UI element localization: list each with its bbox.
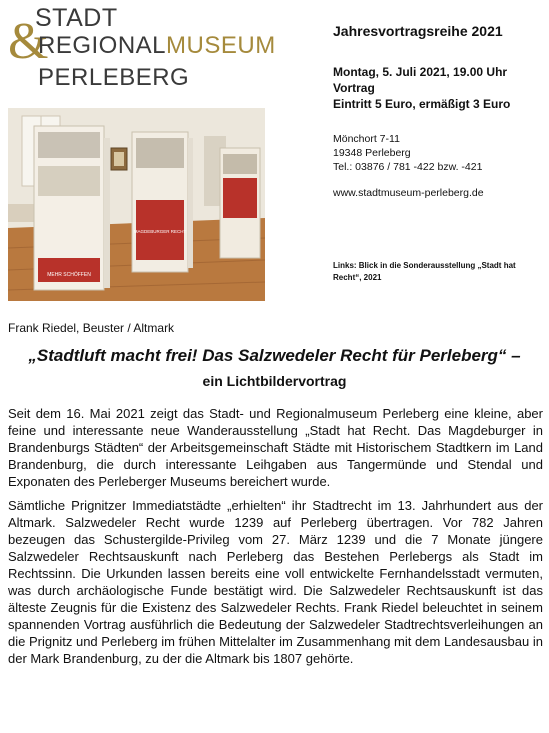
phone-number: Tel.: 03876 / 781 -422 bzw. -421 bbox=[333, 161, 483, 173]
logo-regional: REGIONAL bbox=[38, 32, 167, 59]
event-date: Montag, 5. Juli 2021, 19.00 Uhr bbox=[333, 65, 508, 79]
exhibition-photo-illustration bbox=[8, 108, 265, 301]
svg-text:MAGDEBURGER RECHT: MAGDEBURGER RECHT bbox=[133, 229, 187, 234]
address-street: Mönchort 7-11 bbox=[333, 133, 400, 145]
event-details bbox=[333, 64, 510, 112]
logo-line-regionalmuseum bbox=[38, 32, 276, 60]
museum-logo bbox=[8, 2, 308, 98]
exhibition-photo bbox=[8, 108, 265, 301]
exhibition-banner-center bbox=[132, 132, 188, 272]
svg-text:MEHR SCHÖFFEN: MEHR SCHÖFFEN bbox=[47, 272, 91, 278]
museum-address bbox=[333, 132, 482, 174]
exhibition-banner-right bbox=[220, 148, 260, 258]
exhibition-banner-left bbox=[34, 126, 104, 290]
event-admission: Eintritt 5 Euro, ermäßigt 3 Euro bbox=[333, 97, 511, 111]
address-city: 19348 Perleberg bbox=[333, 147, 411, 159]
photo-caption: Links: Blick in die Sonderausstellung „Stadt hat Recht“, 2021 bbox=[333, 261, 516, 282]
paragraph: Seit dem 16. Mai 2021 zeigt das Stadt- und Regionalmuseum Perleberg eine kleine, aber feine und interessante neue Wanderausstellung „Stadt hat Recht. Das Magdeburger in Brandenburgs Städten“ der Arbeitsgemeinschaft Städte mit Historischem Stadtkern im Land Brandenburg, die durch interessante Leihgaben aus Tangermünde und Stendal und Exponaten des Perleberger Museums bereichert wurde. bbox=[8, 406, 543, 489]
event-type: Vortrag bbox=[333, 81, 375, 95]
logo-museum: MUSEUM bbox=[166, 32, 276, 59]
website-link[interactable]: www.stadtmuseum-perleberg.de bbox=[333, 187, 484, 199]
series-title: Jahresvortragsreihe 2021 bbox=[333, 23, 503, 39]
event-info bbox=[333, 22, 543, 282]
logo-line-perleberg: PERLEBERG bbox=[38, 64, 190, 91]
paragraph: Sämtliche Prignitzer Immediatstädte „erhielten“ ihr Stadtrecht im 13. Jahrhundert aus der Altmark. Salzwedeler Recht wurde 1239 auf Perleberg übertragen. Vor 782 Jahren bezeugen das Schustergilde-Privileg vom 27. März 1239 und die 7 Monate jüngere Salzwedeler Rechtsauskunft nach Perleberg das Bestehen Perlebergs als Stadt im Rechtssinn. Die Urkunden lassen bereits eine voll entwickelte Fernhandelsstadt vermuten, was durch archäologische Funde bestätigt wird. Die Salzwedeler Rechtsauskunft ist das älteste Zeugnis für die Existenz des Salzwedeler Rechts. Frank Riedel beleuchtet in seinem spannenden Vortrag ausführlich die Bedeutung der Salzwedeler Stadtrechtsverleihungen an die Prignitz und Perleberg im frühen Mittelalter im Zusammenhang mit dem Landesausbau in der Mark Brandenburg, zu der die Altmark bis 1807 gehörte. bbox=[8, 498, 543, 666]
author-line: Frank Riedel, Beuster / Altmark bbox=[8, 321, 175, 335]
lecture-title: „Stadtluft macht frei! Das Salzwedeler Recht für Perleberg“ – bbox=[28, 346, 521, 365]
logo-ampersand: & bbox=[8, 13, 49, 70]
lecture-subtitle: ein Lichtbildervortrag bbox=[202, 373, 347, 389]
body-text bbox=[8, 405, 543, 674]
logo-line-stadt: STADT bbox=[35, 4, 118, 32]
